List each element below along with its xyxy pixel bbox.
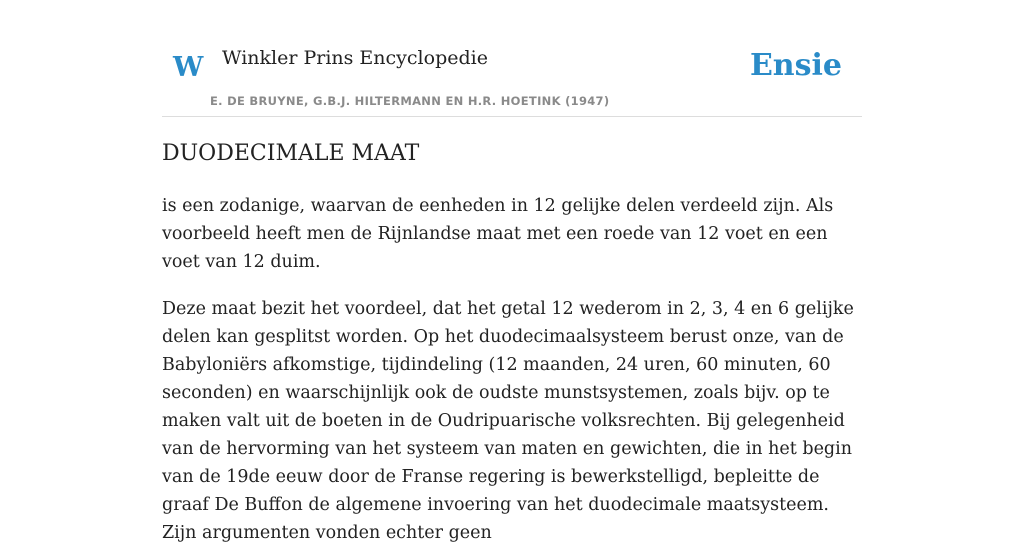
ensie-logo[interactable]: Ensie <box>749 48 842 83</box>
article <box>162 140 862 547</box>
authors-line: E. DE BRUYNE, G.B.J. HILTERMANN EN H.R. HOETINK (1947) <box>210 94 610 108</box>
publication-title[interactable]: Winkler Prins Encyclopedie <box>222 47 488 69</box>
publication-logo[interactable]: W <box>173 52 204 83</box>
site-header <box>162 0 862 117</box>
article-paragraph: Deze maat bezit het voordeel, dat het getal 12 wederom in 2, 3, 4 en 6 gelijke delen kan gesplitst worden. Op het duodecimaalsysteem berust onze, van de Babyloniërs afkomstige, tijdindeling (12 maanden, 24 uren, 60 minuten, 60 seconden) en waarschijnlijk ook de oudste munstsystemen, zoals bijv. op te maken valt uit de boeten in de Oudripuarische volksrechten. Bij gelegenheid van de hervorming van het systeem van maten en gewichten, die in het begin van de 19de eeuw door de Franse regering is bewerkstelligd, bepleitte de graaf De Buffon de algemene invoering van het duodecimale maatsysteem. Zijn argumenten vonden echter geen <box>162 298 854 543</box>
article-paragraph: is een zodanige, waarvan de eenheden in 12 gelijke delen verdeeld zijn. Als voorbeeld heeft men de Rijnlandse maat met een roede van 12 voet en een voet van 12 duim. <box>162 195 834 272</box>
article-title: DUODECIMALE MAAT <box>162 141 420 166</box>
